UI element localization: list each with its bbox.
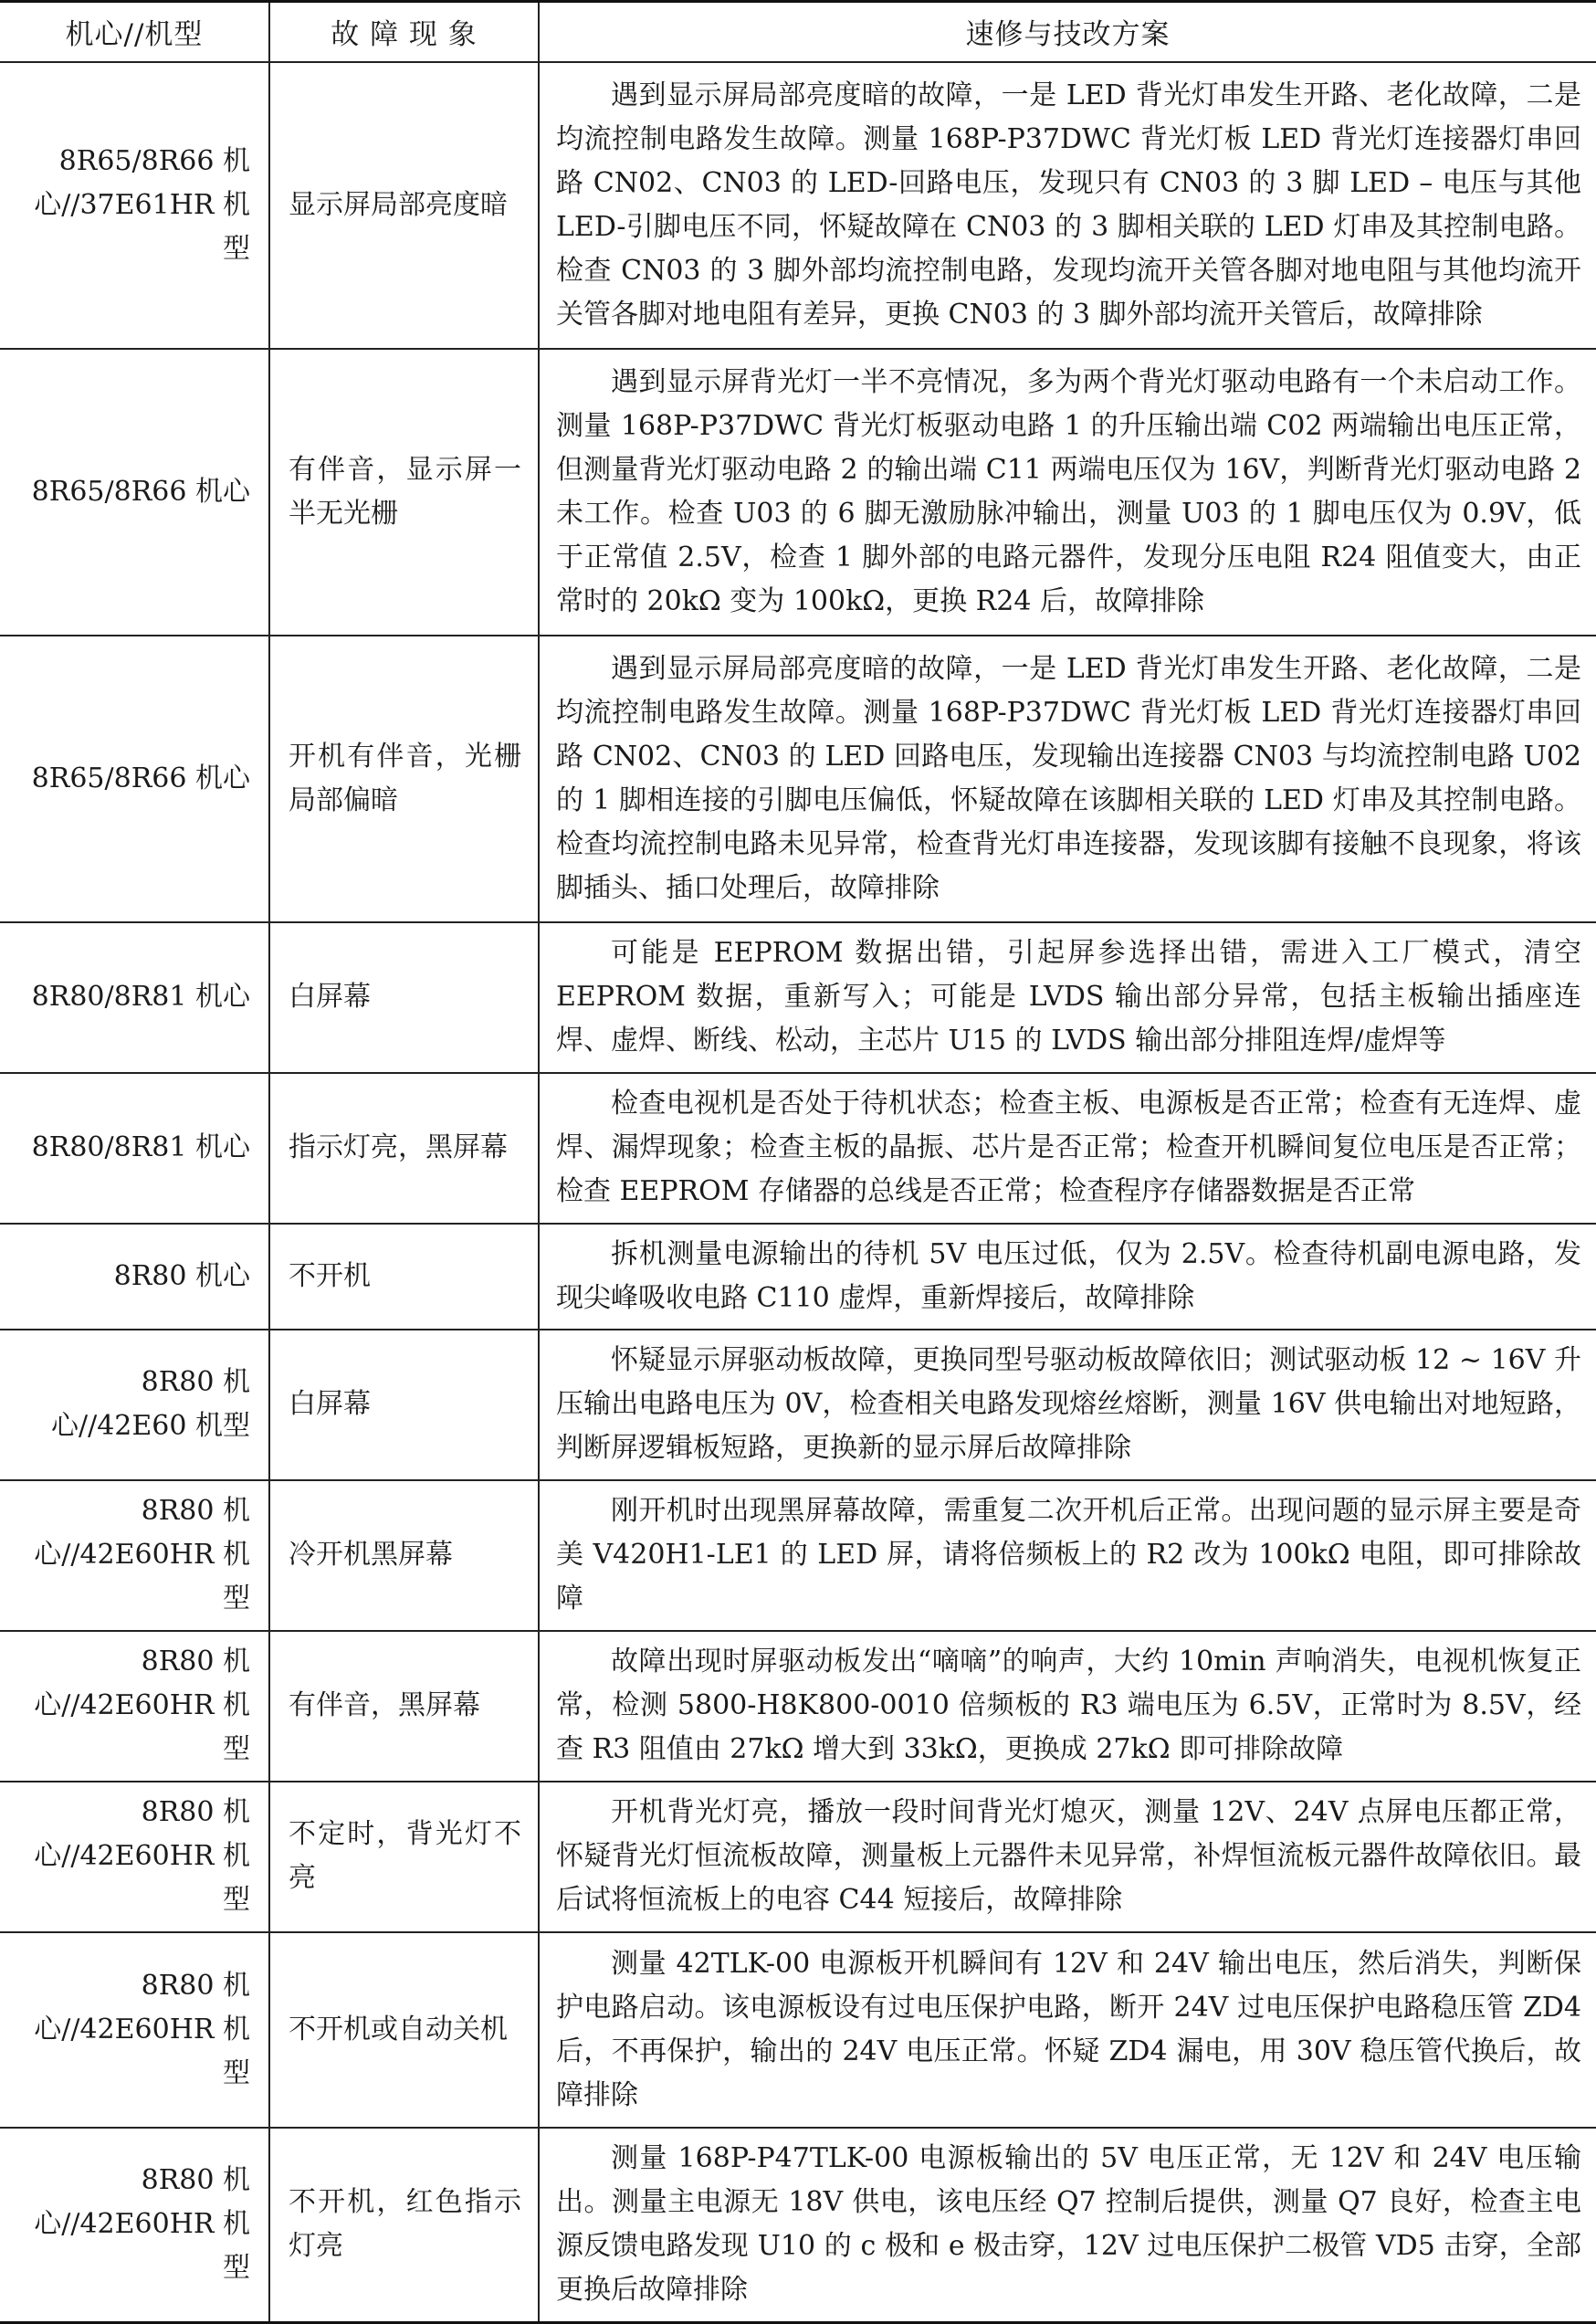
fix-text: 遇到显示屏背光灯一半不亮情况，多为两个背光灯驱动电路有一个未启动工作。测量 168P-P37DWC 背光灯板驱动电路 1 的升压输出端 C02 两端输出电压正常，但测量背光灯驱动电路 2 的输出端 C11 两端电压仅为 16V，判断背光灯驱动电路 2 未工作。检查 U03 的 6 脚无激励脉冲输出，测量 U03 的 1 脚电压仅为 0.9V，低于正常值 2.5V，检查 1 脚外部的电路元器件，发现分压电阻 R24 阻值变大，由正常时的 20kΩ 变为 100kΩ，更换 R24 后，故障排除 [556, 365, 1581, 617]
fix-cell [539, 1224, 1596, 1330]
fix-cell [539, 1330, 1596, 1480]
model-cell [0, 1631, 269, 1782]
model-text: 8R80 机心//42E60HR 机型 [34, 1969, 250, 2089]
model-cell [0, 636, 269, 922]
model-text: 8R65/8R66 机心 [31, 475, 250, 508]
fix-cell [539, 2128, 1596, 2323]
fix-cell [539, 1782, 1596, 1932]
table-row [0, 1073, 1596, 1224]
table-row [0, 62, 1596, 349]
fault-cell [269, 349, 539, 636]
model-cell [0, 62, 269, 349]
header-row [0, 2, 1596, 62]
model-text: 8R80/8R81 机心 [31, 981, 250, 1013]
fault-text: 不开机 [289, 1259, 371, 1292]
model-text: 8R80 机心//42E60HR 机型 [34, 2164, 250, 2285]
model-cell [0, 2128, 269, 2323]
fix-cell [539, 1932, 1596, 2128]
table-row [0, 349, 1596, 636]
model-text: 8R65/8R66 机心 [31, 762, 250, 794]
fix-cell [539, 1631, 1596, 1782]
model-text: 8R65/8R66 机心//37E61HR 机型 [34, 144, 250, 265]
header-fault: 故 障 现 象 [269, 2, 539, 62]
fault-text: 开机有伴音，光栅局部偏暗 [289, 740, 521, 816]
fix-text: 怀疑显示屏驱动板故障，更换同型号驱动板故障依旧；测试驱动板 12 ~ 16V 升压输出电路电压为 0V，检查相关电路发现熔丝熔断，测量 16V 供电输出对地短路，判断屏逻辑板短路，更换新的显示屏后故障排除 [556, 1344, 1581, 1464]
fix-cell [539, 1480, 1596, 1631]
table-body [0, 62, 1596, 2323]
fault-cell [269, 922, 539, 1073]
fault-text: 白屏幕 [289, 1388, 371, 1420]
header-fix: 速修与技改方案 [539, 2, 1596, 62]
fix-cell [539, 349, 1596, 636]
model-cell [0, 1073, 269, 1224]
fix-text: 故障出现时屏驱动板发出“嘀嘀”的响声，大约 10min 声响消失，电视机恢复正常，检测 5800-H8K800-0010 倍频板的 R3 端电压为 6.5V，正常时为 8.5V，经查 R3 阻值由 27kΩ 增大到 33kΩ，更换成 27kΩ 即可排除故障 [556, 1646, 1581, 1765]
fix-text: 刚开机时出现黑屏幕故障，需重复二次开机后正常。出现问题的显示屏主要是奇美 V420H1-LE1 的 LED 屏，请将倍频板上的 R2 改为 100kΩ 电阻，即可排除故障 [556, 1495, 1581, 1614]
fix-text: 拆机测量电源输出的待机 5V 电压过低，仅为 2.5V。检查待机副电源电路，发现尖峰吸收电路 C110 虚焊，重新焊接后，故障排除 [556, 1237, 1581, 1314]
fault-text: 显示屏局部亮度暗 [289, 188, 508, 221]
fix-text: 测量 42TLK-00 电源板开机瞬间有 12V 和 24V 输出电压，然后消失，判断保护电路启动。该电源板设有过电压保护电路，断开 24V 过电压保护电路稳压管 ZD4 后，不再保护，输出的 24V 电压正常。怀疑 ZD4 漏电，用 30V 稳压管代换后，故障排除 [556, 1947, 1581, 2111]
fault-text: 有伴音，黑屏幕 [289, 1689, 480, 1721]
fix-cell [539, 1073, 1596, 1224]
header-model: 机心//机型 [0, 2, 269, 62]
fix-cell [539, 922, 1596, 1073]
model-text: 8R80/8R81 机心 [31, 1131, 250, 1163]
fix-text: 可能是 EEPROM 数据出错，引起屏参选择出错，需进入工厂模式，清空 EEPROM 数据，重新写入；可能是 LVDS 输出部分异常，包括主板输出插座连焊、虚焊、断线、松动，主芯片 U15 的 LVDS 输出部分排阻连焊/虚焊等 [556, 937, 1581, 1057]
table-row [0, 636, 1596, 922]
fault-cell [269, 1224, 539, 1330]
table-row [0, 1782, 1596, 1932]
table-row [0, 922, 1596, 1073]
table-row [0, 1932, 1596, 2128]
model-text: 8R80 机心//42E60HR 机型 [34, 1495, 250, 1614]
table-row [0, 2128, 1596, 2323]
table-row [0, 1224, 1596, 1330]
table-header [0, 2, 1596, 62]
fault-cell [269, 1631, 539, 1782]
fault-cell [269, 62, 539, 349]
model-text: 8R80 机心//42E60HR 机型 [34, 1796, 250, 1916]
model-cell [0, 1480, 269, 1631]
fault-cell [269, 1782, 539, 1932]
model-text: 8R80 机心//42E60HR 机型 [34, 1646, 250, 1765]
fault-cell [269, 1480, 539, 1631]
fix-text: 测量 168P-P47TLK-00 电源板输出的 5V 电压正常，无 12V 和 24V 电压输出。测量主电源无 18V 供电，该电压经 Q7 控制后提供，测量 Q7 良好，检查主电源反馈电路发现 U10 的 c 极和 e 极击穿，12V 过电压保护二极管 VD5 击穿，全部更换后故障排除 [556, 2142, 1581, 2307]
fault-cell [269, 1330, 539, 1480]
model-cell [0, 1932, 269, 2128]
fix-text: 开机背光灯亮，播放一段时间背光灯熄灭，测量 12V、24V 点屏电压都正常，怀疑背光灯恒流板故障，测量板上元器件未见异常，补焊恒流板元器件故障依旧。最后试将恒流板上的电容 C44 短接后，故障排除 [556, 1796, 1581, 1916]
fault-text: 冷开机黑屏幕 [289, 1539, 453, 1571]
fault-text: 不定时，背光灯不亮 [289, 1818, 521, 1894]
fix-text: 遇到显示屏局部亮度暗的故障，一是 LED 背光灯串发生开路、老化故障，二是均流控制电路发生故障。测量 168P-P37DWC 背光灯板 LED 背光灯连接器灯串回路 CN02、CN03 的 LED 回路电压，发现输出连接器 CN03 与均流控制电路 U02 的 1 脚相连接的引脚电压偏低，怀疑故障在该脚相关联的 LED 灯串及其控制电路。检查均流控制电路未见异常，检查背光灯串连接器，发现该脚有接触不良现象，将该脚插头、插口处理后，故障排除 [556, 652, 1581, 904]
fault-cell [269, 2128, 539, 2323]
fault-text: 不开机或自动关机 [289, 2013, 508, 2045]
model-cell [0, 1224, 269, 1330]
model-text: 8R80 机心 [113, 1259, 250, 1292]
fault-cell [269, 1932, 539, 2128]
fix-cell [539, 636, 1596, 922]
fix-text: 遇到显示屏局部亮度暗的故障，一是 LED 背光灯串发生开路、老化故障，二是均流控制电路发生故障。测量 168P-P37DWC 背光灯板 LED 背光灯连接器灯串回路 CN02、CN03 的 LED-回路电压，发现只有 CN03 的 3 脚 LED – 电压与其他 LED-引脚电压不同，怀疑故障在 CN03 的 3 脚相关联的 LED 灯串及其控制电路。检查 CN03 的 3 脚外部均流控制电路，发现均流开关管各脚对地电阻与其他均流开关管各脚对地电阻有差异，更换 CN03 的 3 脚外部均流开关管后，故障排除 [556, 79, 1581, 331]
model-cell [0, 922, 269, 1073]
fault-text: 白屏幕 [289, 981, 371, 1013]
model-text: 8R80 机心//42E60 机型 [51, 1366, 250, 1442]
fault-text: 指示灯亮，黑屏幕 [289, 1131, 508, 1163]
fault-cell [269, 636, 539, 922]
fault-text: 有伴音，显示屏一半无光栅 [289, 453, 521, 530]
table-row [0, 1330, 1596, 1480]
table-row [0, 1480, 1596, 1631]
model-cell [0, 1782, 269, 1932]
fix-text: 检查电视机是否处于待机状态；检查主板、电源板是否正常；检查有无连焊、虚焊、漏焊现象；检查主板的晶振、芯片是否正常；检查开机瞬间复位电压是否正常；检查 EEPROM 存储器的总线是否正常；检查程序存储器数据是否正常 [556, 1088, 1581, 1207]
table-row [0, 1631, 1596, 1782]
fault-text: 不开机，红色指示灯亮 [289, 2186, 521, 2263]
model-cell [0, 1330, 269, 1480]
fault-cell [269, 1073, 539, 1224]
model-cell [0, 349, 269, 636]
fix-cell [539, 62, 1596, 349]
